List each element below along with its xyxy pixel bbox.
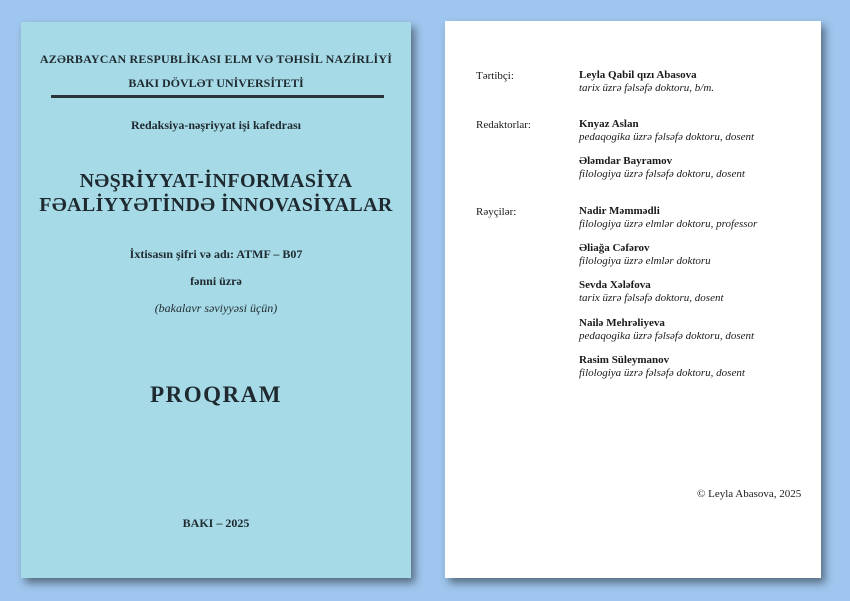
department-name: Redaksiya-nəşriyyat işi kafedrası [130, 118, 301, 132]
title-line-1: NƏŞRİYYAT-İNFORMASİYA [79, 170, 353, 192]
editor-degree: pedaqogika üzrə fəlsəfə doktoru, dosent [579, 131, 755, 143]
ministry-name: AZƏRBAYCAN RESPUBLİKASI ELM VƏ TƏHSİL NAZİRLİYİ [39, 52, 393, 66]
title-back-page [445, 21, 821, 578]
reviewer-degree: filologiya üzrə fəlsəfə doktoru, dosent [579, 367, 745, 379]
level-label: (bakalavr səviyyəsi üçün) [154, 301, 278, 315]
document-type: PROQRAM [150, 382, 282, 407]
editor-name: Ələmdar Bayramov [579, 155, 673, 167]
title-line-2: FƏALİYYƏTİNDƏ İNNOVASİYALAR [39, 194, 393, 216]
reviewer-name: Nailə Mehrəliyeva [579, 317, 665, 329]
editor-name: Knyaz Aslan [579, 118, 639, 130]
editor-degree: filologiya üzrə fəlsəfə doktoru, dosent [579, 168, 745, 180]
reviewers-label: Rəyçilər: [476, 206, 517, 218]
cover-divider [51, 95, 384, 98]
reviewer-name: Əliağa Cəfərov [579, 242, 650, 254]
reviewer-name: Rasim Süleymanov [579, 354, 670, 366]
compiler-label: Tərtibçi: [476, 70, 514, 82]
reviewer-name: Nadir Məmmədli [579, 205, 660, 217]
reviewer-name: Sevda Xələfova [579, 279, 651, 291]
compiler-degree: tarix üzrə fəlsəfə doktoru, b/m. [579, 82, 715, 94]
reviewer-degree: filologiya üzrə elmlər doktoru [579, 255, 711, 267]
specialty-code: İxtisasın şifri və adı: ATMF – B07 [129, 247, 303, 261]
book-cover [21, 22, 411, 578]
university-name: BAKI DÖVLƏT UNİVERSİTETİ [128, 76, 304, 90]
reviewer-degree: pedaqogika üzrə fəlsəfə doktoru, dosent [579, 330, 755, 342]
reviewer-degree: filologiya üzrə elmlər doktoru, professor [579, 218, 758, 230]
compiler-name: Leyla Qabil qızı Abasova [579, 69, 697, 81]
subject-label: fənni üzrə [190, 274, 242, 288]
reviewer-degree: tarix üzrə fəlsəfə doktoru, dosent [579, 292, 724, 304]
editors-label: Redaktorlar: [476, 119, 531, 131]
copyright-notice: © Leyla Abasova, 2025 [697, 488, 802, 500]
city-year: BAKI – 2025 [182, 516, 250, 530]
